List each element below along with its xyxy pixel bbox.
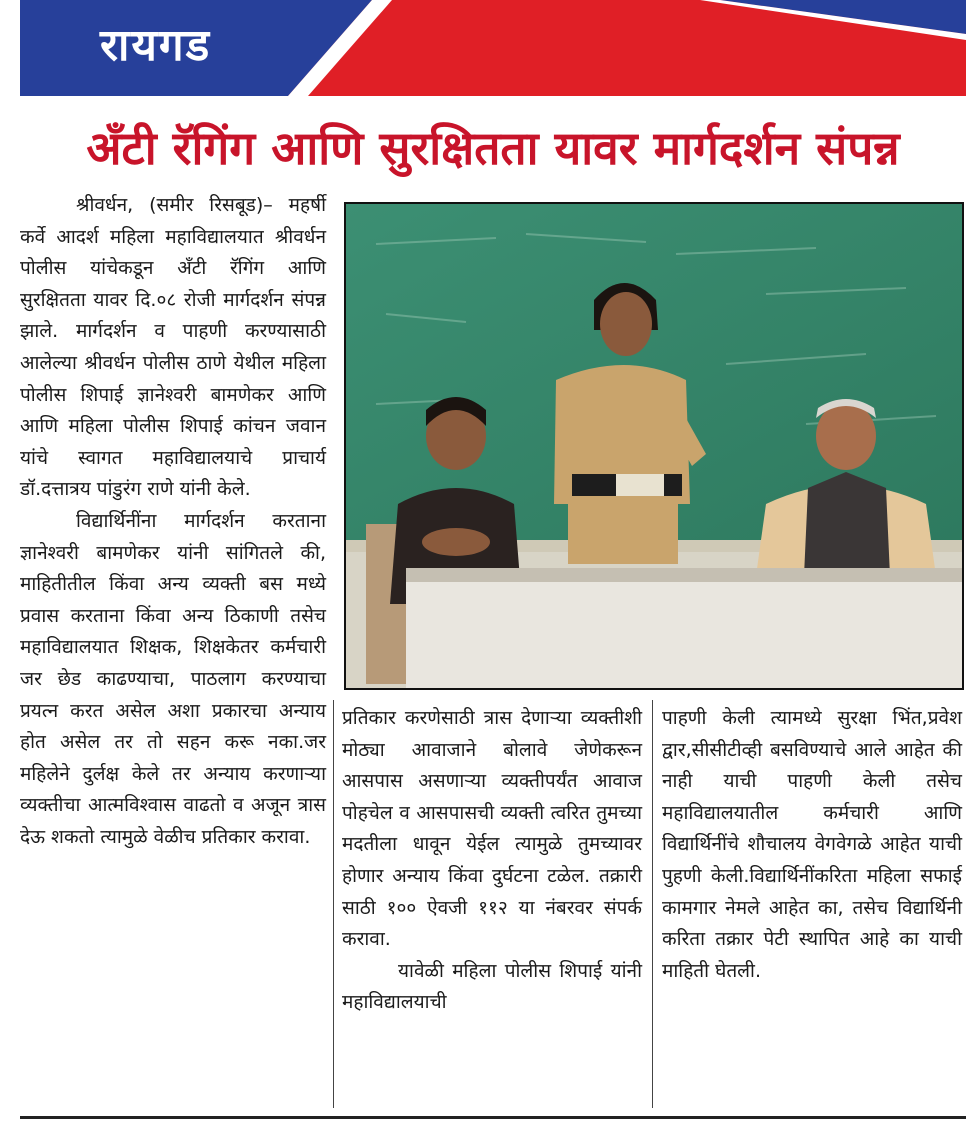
- article-column-3: [662, 703, 962, 987]
- article-paragraph: प्रतिकार करणेसाठी त्रास देणाऱ्या व्यक्तीशी मोठ्या आवाजाने बोलावे जेणेकरून आसपास असणाऱ्या व्यक्तीपर्यंत आवाज पोहचेल व आसपासची व्यक्ती त्वरित तुमच्या मदतीला धावून येईल त्यामुळे तुमच्यावर होणार अन्याय किंवा दुर्घटना टळेल. तक्रारी साठी १०० ऐवजी ११२ या नंबरवर संपर्क करावा.: [342, 707, 642, 951]
- article-paragraph: विद्यार्थिनींना मार्गदर्शन करताना ज्ञानेश्वरी बामणेकर यांनी सांगितले की, माहितीतील किंवा अन्य व्यक्ती बस मध्ये प्रवास करताना किंवा अन्य ठिकाणी तसेच महाविद्यालयात शिक्षक, शिक्षकेतर कर्मचारी जर छेड काढण्याचा, पाठलाग करण्याचा प्रयत्न करत असेल अशा प्रकारचा अन्याय होत असेल तर तो सहन करू नका.जर महिलेने दुर्लक्ष केले तर अन्याय करणाऱ्या व्यक्तीचा आत्मविश्वास वाढतो व अजून त्रास देऊ शकतो त्यामुळे वेळीच प्रतिकार करावा.: [20, 509, 326, 848]
- article-paragraph: पाहणी केली त्यामध्ये सुरक्षा भिंत,प्रवेश द्वार,सीसीटीव्ही बसविण्याचे आले आहेत की नाही याची पाहणी केली तसेच महाविद्यालयातील कर्मचारी आणि विद्यार्थिनींचे शौचालय वेगवेगळे आहेत याची पुहणी केली.विद्यार्थिनींकरिता महिला सफाई कामगार नेमले आहेत का, तसेच विद्यार्थिनी करिता तक्रार पेटी स्थापित आहे का याची माहिती घेतली.: [662, 707, 962, 982]
- article-paragraph: श्रीवर्धन, (समीर रिसबूड)– महर्षी कर्वे आदर्श महिला महाविद्यालयात श्रीवर्धन पोलीस यांचेकडून अँटी रॅगिंग आणि सुरक्षितता यावर दि.०८ रोजी मार्गदर्शन संपन्न झाले. मार्गदर्शन व पाहणी करण्यासाठी आलेल्या श्रीवर्धन पोलीस ठाणे येथील महिला पोलीस शिपाई ज्ञानेश्वरी बामणेकर आणि आणि महिला पोलीस शिपाई कांचन जवान यांचे स्वागत महाविद्यालयाचे प्राचार्य डॉ.दत्तात्रय पांडुरंग राणे यांनी केले.: [20, 194, 326, 501]
- article-paragraph: यावेळी महिला पोलीस शिपाई यांनी महाविद्यालयाची: [342, 959, 642, 1014]
- table-edge: [406, 568, 962, 582]
- classroom-photo-illustration: [346, 204, 962, 688]
- section-banner: [20, 0, 966, 96]
- column-divider: [333, 700, 334, 1108]
- section-label: रायगड: [100, 20, 212, 71]
- headline: अँटी रॅगिंग आणि सुरक्षितता यावर मार्गदर्शन संपन्न: [86, 121, 900, 175]
- column-divider: [652, 700, 653, 1108]
- news-photo: [344, 202, 964, 690]
- front-table: [406, 568, 962, 688]
- bottom-rule: [20, 1116, 966, 1119]
- article-column-2: [342, 703, 642, 1019]
- article-column-1: [20, 190, 326, 853]
